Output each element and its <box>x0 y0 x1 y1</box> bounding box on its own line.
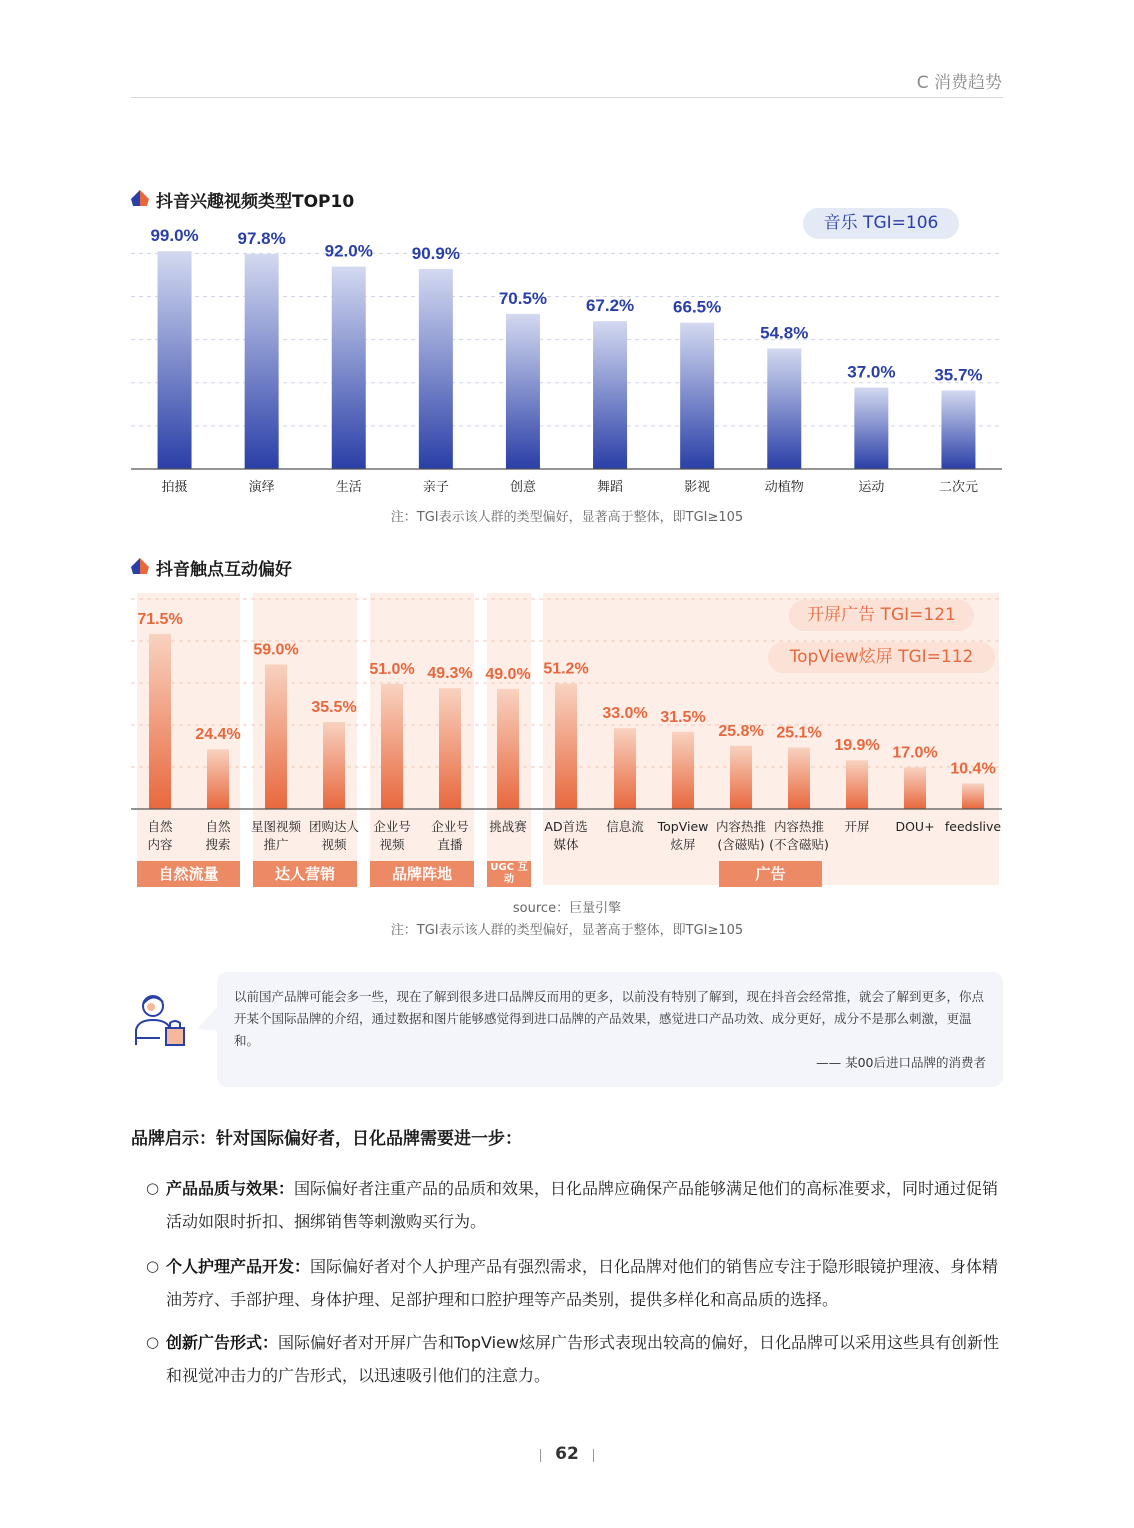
splash-ad-tgi-badge: 开屏广告 TGI=121 <box>789 600 974 631</box>
bar-value-label: 25.1% <box>776 724 822 742</box>
bar-value-label: 54.8% <box>760 323 809 343</box>
bar <box>419 269 453 469</box>
category-label: (含磁贴) <box>717 837 765 852</box>
bar-value-label: 71.5% <box>137 610 183 628</box>
section-marker-icon <box>131 190 149 206</box>
category-label: 星图视频 <box>250 819 302 834</box>
bar <box>555 684 577 809</box>
chart2-source: source：巨量引擎 <box>512 901 622 916</box>
bullet-circle-icon: ○ <box>146 1179 160 1197</box>
bar-value-label: 51.0% <box>369 661 415 679</box>
category-label: 挑战赛 <box>489 819 527 834</box>
insight-body: 国际偏好者对个人护理产品有强烈需求，日化品牌对他们的销售应专注于隐形眼镜护理液、身体精油芳疗、手部护理、身体护理、足部护理和口腔护理等产品类别，提供多样化和高品质的选择。 <box>166 1257 999 1309</box>
bar-value-label: 66.5% <box>673 297 722 317</box>
bar-value-label: 10.4% <box>950 760 996 778</box>
bar <box>788 748 810 809</box>
bar <box>941 390 975 469</box>
bar <box>149 634 171 809</box>
insight-item <box>146 1172 1006 1238</box>
category-label: 炫屏 <box>670 837 696 852</box>
category-label: 自然 <box>205 819 231 834</box>
bar <box>904 767 926 809</box>
insight-item <box>146 1326 1006 1392</box>
insight-heading: 创新广告形式： <box>166 1333 279 1352</box>
bar-value-label: 59.0% <box>253 641 299 659</box>
insight-body: 国际偏好者对开屏广告和TopView炫屏广告形式表现出较高的偏好，日化品牌可以采用这些具有创新性和视觉冲击力的广告形式，以迅速吸引他们的注意力。 <box>166 1333 999 1385</box>
category-label: 内容热推 <box>715 819 767 834</box>
bar <box>497 689 519 809</box>
header-divider <box>131 97 1003 98</box>
bar <box>767 348 801 469</box>
bar-value-label: 19.9% <box>834 737 880 755</box>
category-label: 生活 <box>335 480 362 495</box>
bar-value-label: 70.5% <box>498 288 548 308</box>
bar <box>245 254 279 469</box>
bar <box>593 321 627 469</box>
category-label: 自然 <box>147 819 173 834</box>
quote-bubble-tail <box>197 1005 219 1031</box>
category-label: 运动 <box>858 480 885 495</box>
person-with-shopping-bag-icon <box>130 990 190 1048</box>
insights-title: 品牌启示：针对国际偏好者，日化品牌需要进一步： <box>131 1129 522 1149</box>
category-label: 影视 <box>684 480 711 495</box>
bar <box>730 746 752 809</box>
bar <box>846 760 868 809</box>
chart1-note: 注：TGI表示该人群的类型偏好，显著高于整体，即TGI≥105 <box>390 510 744 525</box>
category-label: 内容热推 <box>773 819 825 834</box>
bar <box>506 314 540 469</box>
category-label: 视频 <box>379 837 405 852</box>
bar <box>680 323 714 469</box>
category-label: (不含磁贴) <box>769 837 829 852</box>
category-label: 二次元 <box>938 480 978 495</box>
category-label: 直播 <box>437 837 463 852</box>
bar-value-label: 67.2% <box>585 296 635 316</box>
bar-value-label: 35.7% <box>934 365 983 385</box>
quote-text: 以前国产品牌可能会多一些，现在了解到很多进口品牌反而用的更多，以前没有特别了解到，现在抖音会经常推，就会了解到更多，你点开某个国际品牌的介绍，通过数据和图片能够感觉得到进口品牌的产品效果，感觉进口产品功效、成分更好，成分不是那么刺激，更温和。 <box>234 989 985 1048</box>
bar-value-label: 17.0% <box>892 744 938 762</box>
insight-item <box>146 1250 1006 1316</box>
bar <box>614 728 636 809</box>
bar-value-label: 24.4% <box>195 726 241 744</box>
header-section-title: C 消费趋势 <box>916 73 1002 93</box>
group-label-ugc: UGC 互动 <box>487 861 531 887</box>
category-label: 搜索 <box>205 837 231 852</box>
chart2-note: 注：TGI表示该人群的类型偏好，显著高于整体，即TGI≥105 <box>390 923 744 938</box>
category-label: 拍摄 <box>161 480 188 495</box>
category-label: 演绎 <box>248 480 275 495</box>
bullet-circle-icon: ○ <box>146 1257 160 1275</box>
bar <box>332 267 366 469</box>
bullet-circle-icon: ○ <box>146 1333 160 1351</box>
chart1-title: 抖音兴趣视频类型TOP10 <box>156 192 355 212</box>
touchpoint-bar-chart <box>0 585 1134 890</box>
bar-value-label: 25.8% <box>718 722 764 740</box>
category-label: AD首选 <box>544 819 588 834</box>
bar <box>962 784 984 809</box>
bar-value-label: 90.9% <box>411 244 460 264</box>
bar <box>854 388 888 469</box>
bar-value-label: 49.3% <box>427 665 473 683</box>
category-label: DOU+ <box>895 819 935 834</box>
category-label: 信息流 <box>606 819 644 834</box>
category-label: TopView <box>657 819 709 834</box>
insight-body: 国际偏好者注重产品的品质和效果，日化品牌应确保产品能够满足他们的高标准要求，同时通过促销活动如限时折扣、捆绑销售等刺激购买行为。 <box>166 1179 999 1231</box>
music-tgi-badge: 音乐 TGI=106 <box>803 208 959 239</box>
category-label: 企业号 <box>373 819 411 834</box>
category-label: 媒体 <box>553 837 579 852</box>
bar-value-label: 37.0% <box>847 362 896 382</box>
bar-value-label: 99.0% <box>150 226 199 246</box>
quote-signature: —— 某00后进口品牌的消费者 <box>816 1055 986 1070</box>
bar-value-label: 31.5% <box>660 708 706 726</box>
category-label: 动植物 <box>764 480 804 495</box>
category-label: 开屏 <box>844 819 870 834</box>
category-label: 视频 <box>321 837 347 852</box>
group-label-natural-traffic: 自然流量 <box>137 861 240 887</box>
insight-heading: 个人护理产品开发： <box>166 1257 311 1276</box>
bar-value-label: 97.8% <box>237 228 286 248</box>
bar-value-label: 35.5% <box>311 699 357 717</box>
insight-heading: 产品品质与效果： <box>166 1179 295 1198</box>
page-number-divider <box>593 1449 594 1462</box>
bar-value-label: 51.2% <box>543 660 589 678</box>
bar <box>207 749 229 809</box>
category-label: 内容 <box>147 837 173 852</box>
bar <box>265 664 287 809</box>
bar <box>323 722 345 809</box>
bar <box>381 684 403 809</box>
bar-value-label: 92.0% <box>324 241 373 261</box>
category-label: feedslive <box>944 819 1002 834</box>
chart2-title: 抖音触点互动偏好 <box>156 560 292 580</box>
bar <box>439 688 461 809</box>
section-marker-icon <box>131 558 149 574</box>
page-number: 62 <box>555 1444 579 1464</box>
category-label: 企业号 <box>431 819 469 834</box>
group-label-brand-position: 品牌阵地 <box>370 861 474 887</box>
bar-value-label: 33.0% <box>602 705 648 723</box>
interest-video-bar-chart <box>0 210 1134 500</box>
topview-tgi-badge: TopView炫屏 TGI=112 <box>768 642 995 673</box>
category-label: 舞蹈 <box>597 480 624 495</box>
category-label: 创意 <box>509 480 536 495</box>
category-label: 亲子 <box>422 480 449 495</box>
bar <box>158 251 192 469</box>
bar <box>672 732 694 809</box>
group-label-ads: 广告 <box>719 861 822 887</box>
bar-value-label: 49.0% <box>485 665 531 683</box>
group-label-influencer: 达人营销 <box>253 861 357 887</box>
category-label: 团购达人 <box>308 819 360 834</box>
category-label: 推广 <box>263 837 289 852</box>
